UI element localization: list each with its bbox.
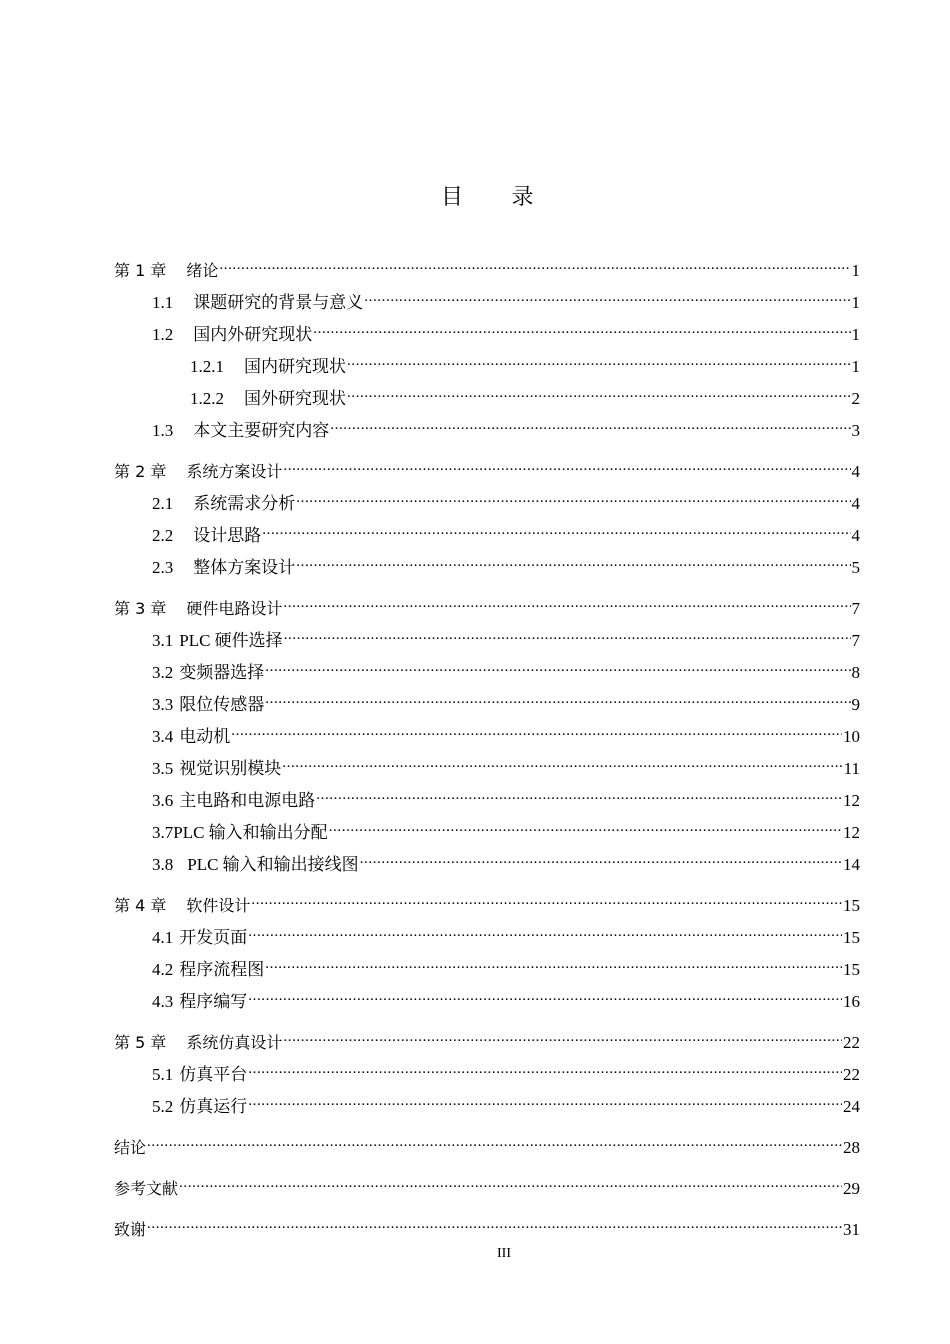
toc-dot-leader [364,276,850,308]
toc-entry-title: 电动机 [179,727,231,746]
toc-entry[interactable] [114,879,860,915]
toc-dot-leader [248,911,842,943]
toc-dot-leader [219,244,850,276]
toc-entry[interactable] [114,1162,860,1198]
toc-entry-page: 28 [843,1138,860,1157]
toc-entry-number: 3.7 [152,823,174,842]
toc-entry-title: 程序编写 [179,992,248,1011]
toc-entry-page: 22 [843,1033,860,1052]
toc-entry-number: 3.6 [152,791,174,810]
toc-dot-leader [347,340,851,372]
toc-entry-title: 系统方案设计 [186,462,283,481]
toc-entry-title: 绪论 [186,261,219,280]
toc-entry-number: 3.5 [152,759,174,778]
toc-entry[interactable] [114,1121,860,1157]
toc-dot-leader [283,582,850,614]
toc-dot-leader [179,1162,842,1194]
toc-dot-leader [283,445,850,477]
toc-entry-page: 9 [851,695,860,714]
toc-entry-title: 仿真平台 [179,1065,248,1084]
toc-entry-title: 致谢 [114,1220,147,1239]
toc-dot-leader [231,710,842,742]
toc-entry-number: 1.2.1 [190,357,224,376]
toc-dot-leader [265,943,842,975]
toc-entry-number: 第 1 章 [114,261,167,280]
toc-entry-title: 限位传感器 [179,695,265,714]
toc-entry-page: 1 [851,325,860,344]
toc-dot-leader [147,1121,842,1153]
toc-entry-page: 4 [851,462,860,481]
toc-entry-title: 硬件电路设计 [186,599,283,618]
toc-entry-title: 程序流程图 [179,960,265,979]
toc-entry-number: 2.1 [152,494,174,513]
toc-dot-leader [329,806,842,838]
toc-entry-number: 4.3 [152,992,174,1011]
toc-entry-number: 3.4 [152,727,174,746]
toc-entry-title: 仿真运行 [179,1097,248,1116]
toc-dot-leader [282,742,842,774]
toc-entry-number: 5.1 [152,1065,174,1084]
toc-entry-page: 7 [851,599,860,618]
toc-entry-page: 1 [851,261,860,280]
toc-dot-leader [283,1016,842,1048]
toc-entry-title: 变频器选择 [179,663,265,682]
toc-entry-page: 24 [843,1097,860,1116]
toc-entry[interactable] [114,244,860,280]
toc-entry-number: 3.2 [152,663,174,682]
toc-dot-leader [265,678,850,710]
toc-entry-page: 1 [851,293,860,312]
toc-entry[interactable] [114,372,860,408]
toc-entry-page: 3 [851,421,860,440]
toc-dot-leader [248,1048,842,1080]
toc-dot-leader [360,838,842,870]
toc-entry[interactable] [114,404,860,440]
toc-entry-number: 2.2 [152,526,174,545]
toc-dot-leader [265,646,850,678]
toc-entry-page: 2 [851,389,860,408]
toc-dot-leader [313,308,850,340]
toc-dot-leader [251,879,842,911]
toc-entry-number: 第 4 章 [114,896,167,915]
toc-entry-number: 1.2 [152,325,174,344]
toc-entry-number: 第 3 章 [114,599,167,618]
toc-entry-page: 11 [843,759,860,778]
toc-entry-page: 1 [851,357,860,376]
toc-entry-title: PLC 输入和输出接线图 [187,855,359,874]
toc-entry-title: 系统仿真设计 [186,1033,283,1052]
page-number: III [497,1246,511,1261]
toc-entry[interactable] [114,1203,860,1239]
toc-entry[interactable] [114,582,860,618]
toc-entry-page: 12 [843,823,860,842]
toc-entry-page: 8 [851,663,860,682]
toc-dot-leader [330,404,850,436]
toc-entry-title: PLC 硬件选择 [179,631,283,650]
toc-entry-number: 3.3 [152,695,174,714]
toc-dot-leader [296,541,850,573]
toc-entry-number: 第 2 章 [114,462,167,481]
toc-entry-number: 2.3 [152,558,174,577]
toc-entry-page: 29 [843,1179,860,1198]
title-char-1: 目 [440,184,464,209]
toc-entry-title: 国内外研究现状 [193,325,313,344]
toc-entry[interactable] [114,445,860,481]
page-title [0,180,950,211]
toc-entry-title: 结论 [114,1138,147,1157]
toc-entry-page: 5 [851,558,860,577]
toc-entry-title: 软件设计 [186,896,251,915]
toc-dot-leader [296,477,850,509]
toc-entry-page: 15 [843,928,860,947]
toc-entry-page: 15 [843,960,860,979]
toc-entry-number: 3.8 [152,855,174,874]
toc-entry-page: 10 [843,727,860,746]
toc-entry-title: 本文主要研究内容 [193,421,330,440]
toc-entry-page: 14 [843,855,860,874]
table-of-contents [114,244,860,1239]
toc-entry-page: 15 [843,896,860,915]
toc-entry-title: 视觉识别模块 [179,759,282,778]
toc-entry-number: 1.2.2 [190,389,224,408]
toc-entry-number: 第 5 章 [114,1033,167,1052]
toc-entry-number: 1.1 [152,293,174,312]
toc-entry-title: 课题研究的背景与意义 [193,293,364,312]
title-char-2: 录 [511,184,535,209]
toc-entry-page: 22 [843,1065,860,1084]
toc-entry-page: 4 [851,526,860,545]
toc-dot-leader [262,509,850,541]
toc-dot-leader [347,372,851,404]
toc-entry-page: 12 [843,791,860,810]
toc-entry-page: 4 [851,494,860,513]
toc-dot-leader [284,614,851,646]
toc-entry-page: 31 [843,1220,860,1239]
toc-dot-leader [248,975,842,1007]
toc-entry-number: 4.1 [152,928,174,947]
toc-dot-leader [248,1080,842,1112]
toc-entry-title: 国外研究现状 [244,389,346,408]
toc-entry-number: 1.3 [152,421,174,440]
toc-entry[interactable] [114,276,860,312]
toc-entry-page: 16 [843,992,860,1011]
toc-entry[interactable] [114,1016,860,1052]
toc-entry-title: 参考文献 [114,1179,179,1198]
toc-dot-leader [316,774,842,806]
toc-dot-leader [147,1203,842,1235]
toc-entry-title: 国内研究现状 [244,357,346,376]
toc-entry-title: 整体方案设计 [193,558,296,577]
toc-entry-number: 5.2 [152,1097,174,1116]
toc-entry-number: 3.1 [152,631,174,650]
toc-entry-title: 设计思路 [193,526,262,545]
toc-entry-title: 开发页面 [179,928,248,947]
toc-entry-page: 7 [851,631,860,650]
toc-entry-title: PLC 输入和输出分配 [173,823,328,842]
toc-entry-title: 系统需求分析 [193,494,296,513]
toc-entry-number: 4.2 [152,960,174,979]
toc-entry-title: 主电路和电源电路 [179,791,316,810]
